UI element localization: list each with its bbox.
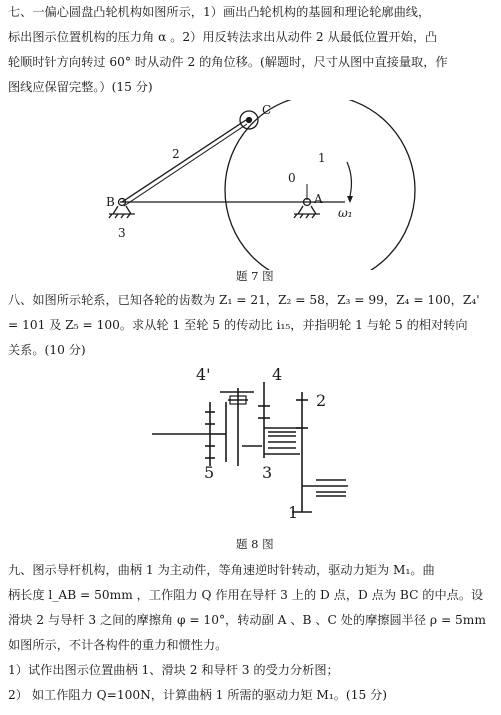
label-2: 2 [172,147,180,161]
q9-line-4: 如图所示，不计各构件的重力和惯性力。 [8,638,228,652]
q7-line-4: 图线应保留完整。）(15 分) [8,80,153,94]
q9-line-1: 九、图示导杆机构，曲柄 1 为主动件，等角速逆时针转动，驱动力矩为 M₁。曲 [8,563,435,577]
figure-7-caption: 题 7 图 [236,269,274,283]
q9-line-2: 柄长度 l_AB = 50mm ，工作阻力 Q 作用在导杆 3 上的 D 点，D 点为 BC 的中点。设 [8,588,484,602]
q8-line-1: 八、如图所示轮系，已知各轮的齿数为 Z₁ = 21，Z₂ = 58，Z₃ = 99，Z₄ = 100，Z₄' [8,293,480,307]
q9-line-3: 滑块 2 与导杆 3 之间的摩擦角 φ = 10°，转动副 A 、B 、C 处的摩擦圆半径 ρ = 5mm [8,613,486,627]
follower-arm [122,120,246,202]
figure-8-gear-train [0,362,501,532]
label-gear-3: 3 [262,463,273,482]
label-b: B [106,195,115,209]
q9-line-6: 2） 如工作阻力 Q=100N，计算曲柄 1 所需的驱动力矩 M₁。(15 分) [8,688,388,702]
label-omega: ω₁ [338,206,353,220]
figure-7-cam-mechanism [0,100,501,270]
label-1: 1 [318,151,326,165]
label-gear-4: 4 [272,365,283,384]
label-o: 0 [288,171,296,185]
figure-8-caption: 题 8 图 [236,537,274,551]
omega-arrow [347,162,351,196]
label-c: C [262,103,272,117]
label-gear-4p: 4' [196,365,211,384]
q9-line-5: 1）试作出图示位置曲柄 1、滑块 2 和导杆 3 的受力分析图； [8,663,339,677]
q7-line-3: 轮顺时针方向转过 60° 时从动件 2 的角位移。(解题时，尺寸从图中直接量取，作 [8,55,448,69]
label-gear-2: 2 [316,391,327,410]
q8-line-2: = 101 及 Z₅ = 100。求从轮 1 至轮 5 的传动比 i₁₅，并指明轮 1 与轮 5 的相对转向 [8,318,468,332]
cam-disc [225,100,415,270]
q8-line-3: 关系。(10 分) [8,343,86,357]
q7-line-2: 标出图示位置机构的压力角 α 。2）用反转法求出从动件 2 从最低位置开始，凸 [8,30,438,44]
q7-line-1: 七、一偏心圆盘凸轮机构如图所示，1）画出凸轮机构的基圆和理论轮廓曲线， [8,5,431,19]
label-a: A [314,192,323,206]
label-3: 3 [118,226,126,240]
label-gear-1: 1 [288,503,299,522]
label-gear-5: 5 [204,463,215,482]
